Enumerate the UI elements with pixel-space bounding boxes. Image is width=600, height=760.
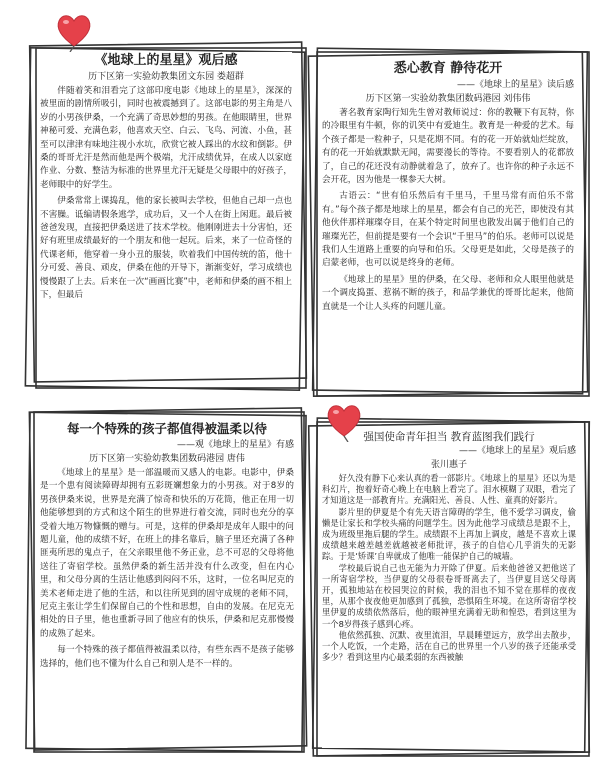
paragraph: 好久没有静下心来认真的看一部影片。《地球上的星星》还以为是科幻片，抱着好奇心晚上在电脑上看完了。泪水模糊了双眼，看完了才知道这是一部教育片。充满阳光、善良、人性、童真的好影片。 (322, 473, 576, 506)
essay-subtitle: ——《地球上的星星》观后感 (458, 446, 576, 456)
essay-card (322, 60, 574, 380)
essay-card (322, 430, 576, 748)
heart-pin-icon (52, 8, 96, 52)
essay-subtitle: ——观《地球上的星星》有感 (176, 440, 294, 450)
paragraph: 伴随着笑和泪看完了这部印度电影《地球上的星星》，深深的被里面的剧情所吸引，同时也被震撼到了。这部电影的男主角是八岁的小男孩伊桑，一个充满了奇思妙想的男孩。在他眼睛里，世界神秘可爱、充满色彩，他喜欢天空、白云、飞鸟、河流、小鱼，甚至可以津津有味地注视小水坑，欣赏它被人踩出的水纹和倒影。伊桑的哥哥尤汗是然而他是两个极端，尤汗成绩优异，在成人以家庭作业、分数、整洁为标准的世界里尤汗无疑是父母眼中的好孩子，老师眼中的好学生。 (40, 86, 292, 190)
paragraph: 学校最后说自己也无能为力开除了伊夏。后来他爸爸又把他送了一所寄宿学校，当伊夏的父母很卷哥哥离去了，当伊夏目送父母离开，孤独地站在校园哭泣的时候，我的泪也不知不觉在那样的夜夜里，从那个夜夜他更加感到了孤独，恐惧陌生环境。在这所寄宿学校里伊夏的成绩依然落后，他的眼神里充满着无助和惶恐，看到这里为一个8岁得孩子感到心疼。 (322, 562, 576, 629)
paragraph: 伊桑常常上课捣乱，他的家长被叫去学校，但他自己却一点也不害臊。诋编请假条逃学，成功后，又一个人在街上闲逛。最后被爸爸发现，直接把伊桑送进了技术学校。他刚刚进去十分害怕，还好有班里成绩最好的一个朋友和他一起玩。后来，来了一位奇怪的代课老师，他穿着一身小丑的服装，吹着我们中国传统的笛，他十分可爱、善良、顽皮，伊桑在他的开导下，渐渐变好，学习成绩也慢慢跟了上去。后来在一次“画画比赛”中，老师和伊桑的画不相上下，但最后 (40, 196, 292, 301)
essay-title: 悉心教育 静待花开 (393, 61, 503, 76)
paragraph: 《地球上的星星》里的伊桑，在父母、老师和众人眼里他就是一个调皮捣蛋、惹祸不断的孩子，和品学兼优的哥哥比起来，他简直就是一个让人头疼的问题儿童。 (322, 274, 574, 312)
paragraph: 每一个特殊的孩子都值得被温柔以待，有些东西不是孩子能够选择的，他们也不懂为什么自己和别人是不一样的。 (40, 645, 294, 669)
author-line: 历下区第一实验幼教集团数码港园 唐伟 (89, 454, 245, 464)
essay-subtitle: ——《地球上的星星》读后感 (456, 80, 574, 90)
paragraph: 影片里的伊夏是个有先天语言障碍的学生，他不爱学习调皮，偷懒是让家长和学校头痛的问题学生。因为此他学习成绩总是跟不上，成为班级里拖后腿的学生。成绩跟不上再加上调皮，越是不喜欢上课成绩越来越差越差就越被老师批评，孩子的自信心几乎消失的无影踪。于是‘矫课’自卑就成了他唯一能保护自己的城墙。 (322, 506, 576, 562)
essay-title: 《地球上的星星》观后感 (94, 53, 238, 68)
paragraph: 《地球上的星星》是一部温暖而又感人的电影。电影中，伊桑是一个患有阅读障碍却拥有五彩斑斓想象力的小男孩。对于8岁的男孩伊桑来说，世界是充满了惊奇和快乐的万花筒，他正在用一切他能够想到的方式和这个陌生的世界进行着交流，同时也充分的享受着大地万物慷慨的赠与。可是，这样的伊桑却是成年人眼中的问题儿童，他的成绩不好，在班上的排名靠后，脑子里还充满了各种匪夷所思的鬼点子，在父亲眼里他不务正业，总不可忍的父母将他送往了寄宿学校。虽然伊桑的新生活并没有什么改变，但在内心里，和父母分离的生活让他感到闷闷不乐，这时，一位名叫尼克的美术老师走进了他的生活，和以往所见到的固守成规的老师不同，尼克主张让学生们保留自己的个性和思想，自由的发展。在尼克无相处的日子里，他也重新寻回了他应有的快乐，伊桑和尼克那慢慢的成熟了起来。 (40, 468, 294, 639)
author-line: 历下区第一实验幼教集团文东园 娄超群 (88, 72, 244, 82)
essay-card (40, 420, 294, 742)
essay-title: 强国使命青年担当 教育蓝图我们践行 (363, 431, 535, 443)
essay-title: 每一个特殊的孩子都值得被温柔以待 (66, 421, 267, 436)
essay-card (40, 52, 292, 374)
author-line: 张川惠子 (430, 460, 467, 470)
paragraph: 古语云：“世有伯乐然后有千里马，千里马常有而伯乐不常有。”每个孩子都是地球上的星星，都会有自己的光芒，即使没有其他伙伴那样璀璨夺目，在某个特定时间里也散发出属于他们自己的璀璨光芒，但前提是要有一个会识“千里马”的伯乐。老师可以说是我们人生道路上重要的向导和伯乐。父母更是如此，父母是孩子的启蒙老师，也可以说是终身的老师。 (322, 191, 574, 269)
paragraph: 著名教育家陶行知先生曾对教师说过：你的教鞭下有瓦特，你的冷眼里有牛顿，你的讥笑中有爱迪生。教育是一种爱的艺术。每个孩子都是一粒种子，只是花期不同。有的花一开始就灿烂绽放，有的花一开始就默默无闻，需要漫长的等待。不要看别人的花都放了，自己的花还没有动静就着急了，放弃了。也许你的种子永远不会开花，因为他是一棵参天大树。 (322, 108, 574, 186)
author-line: 历下区第一实验幼教集团数码港园 刘伟伟 (365, 94, 531, 104)
paragraph: 他依然孤独、沉默、夜里流泪，早晨睡望远方，放学出去散步，一个人吃饭，一个走路，活在自己的世界里一个八岁的孩子还能承受多少？看到这里内心最柔弱的东西被触 (322, 629, 576, 663)
